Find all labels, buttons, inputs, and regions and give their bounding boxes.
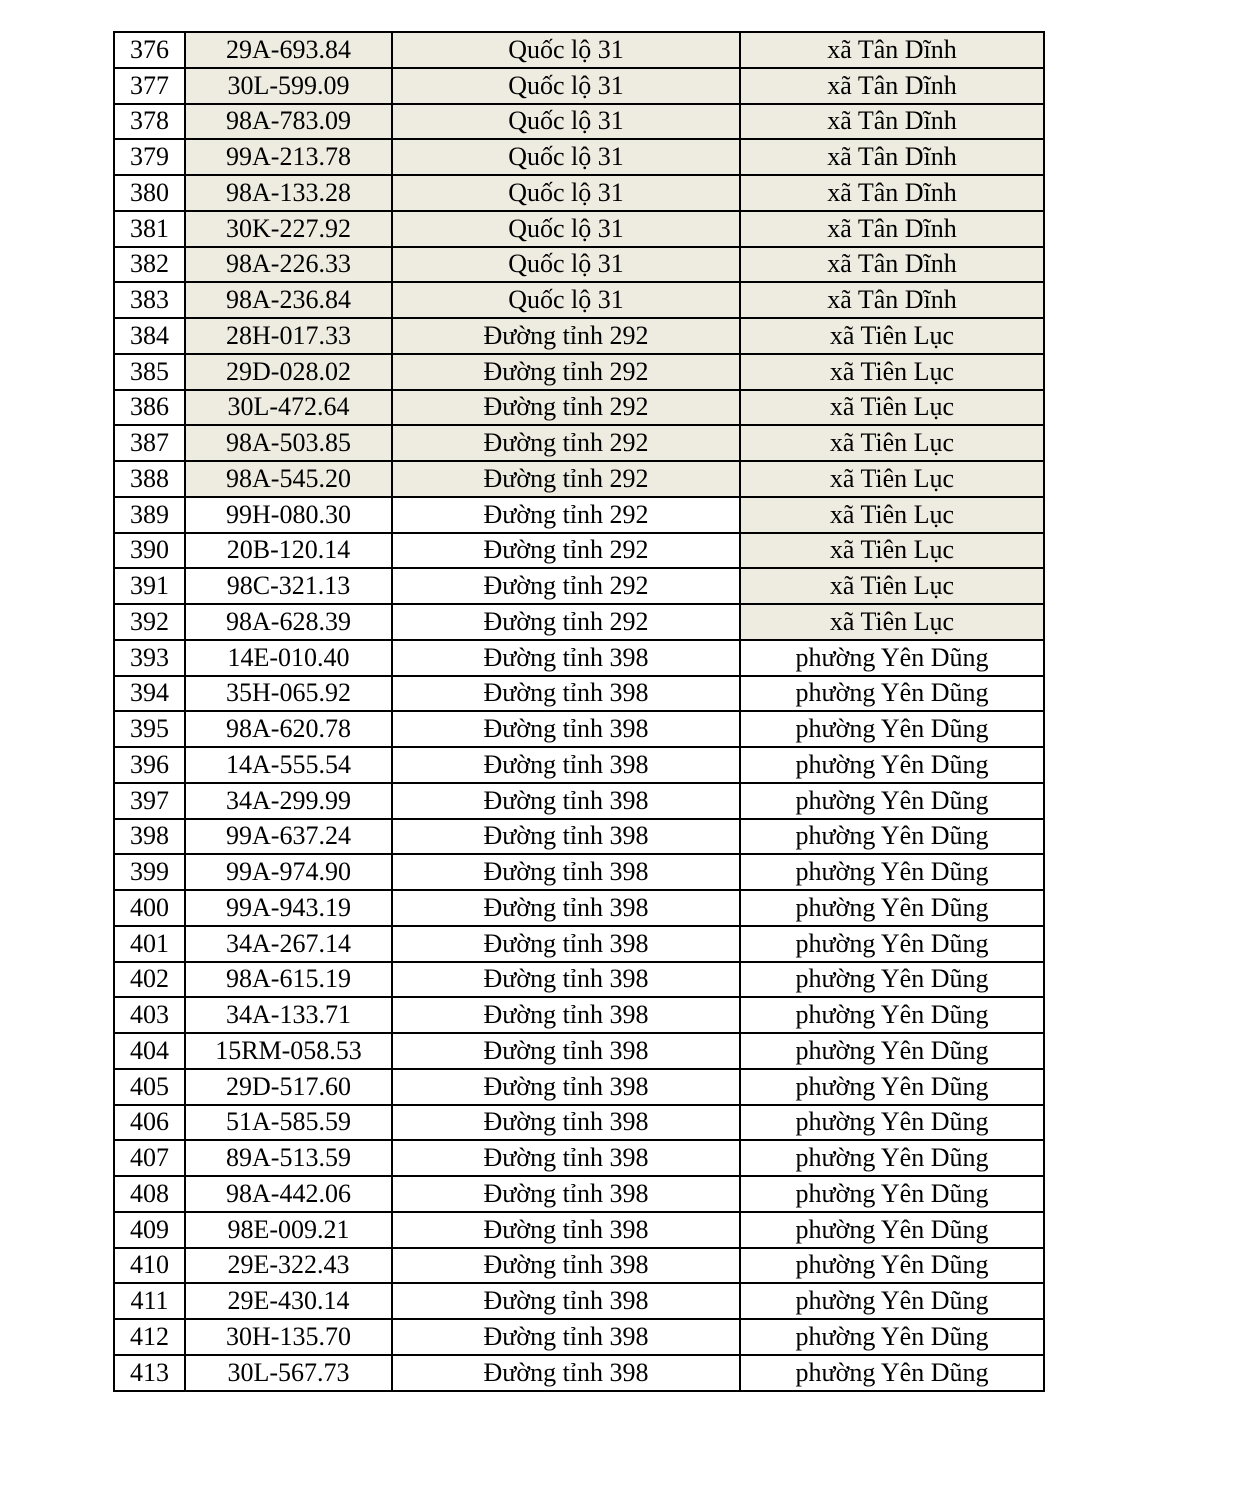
table-row [114,354,1044,390]
license-plate-cell: 34A-133.71 [185,997,392,1033]
road-cell: Đường tỉnh 292 [392,497,740,533]
road-cell: Đường tỉnh 398 [392,997,740,1033]
license-plate-cell: 30K-227.92 [185,211,392,247]
table-row [114,104,1044,140]
row-number-cell: 380 [114,175,185,211]
road-cell: Quốc lộ 31 [392,139,740,175]
road-cell: Đường tỉnh 398 [392,1176,740,1212]
table-row [114,926,1044,962]
table-row [114,962,1044,998]
row-number-cell: 398 [114,819,185,855]
row-number-cell: 413 [114,1355,185,1391]
row-number-cell: 386 [114,390,185,426]
ward-cell: phường Yên Dũng [740,640,1044,676]
table-row [114,139,1044,175]
license-plate-cell: 99A-943.19 [185,890,392,926]
table-row [114,1069,1044,1105]
ward-cell: phường Yên Dũng [740,1140,1044,1176]
license-plate-cell: 98A-545.20 [185,461,392,497]
row-number-cell: 388 [114,461,185,497]
road-cell: Đường tỉnh 398 [392,1033,740,1069]
road-cell: Đường tỉnh 292 [392,604,740,640]
road-cell: Đường tỉnh 398 [392,1319,740,1355]
road-cell: Đường tỉnh 398 [392,1283,740,1319]
road-cell: Đường tỉnh 398 [392,711,740,747]
road-cell: Đường tỉnh 292 [392,318,740,354]
license-plate-cell: 98A-442.06 [185,1176,392,1212]
ward-cell: xã Tân Dĩnh [740,68,1044,104]
row-number-cell: 392 [114,604,185,640]
table-row [114,1283,1044,1319]
license-plate-cell: 98A-783.09 [185,104,392,140]
license-plate-cell: 20B-120.14 [185,533,392,569]
ward-cell: xã Tân Dĩnh [740,175,1044,211]
row-number-cell: 410 [114,1248,185,1284]
license-plate-cell: 29D-517.60 [185,1069,392,1105]
ward-cell: phường Yên Dũng [740,676,1044,712]
license-plate-cell: 14E-010.40 [185,640,392,676]
table-row [114,604,1044,640]
row-number-cell: 402 [114,962,185,998]
row-number-cell: 391 [114,568,185,604]
ward-cell: phường Yên Dũng [740,1212,1044,1248]
ward-cell: phường Yên Dũng [740,1355,1044,1391]
row-number-cell: 406 [114,1105,185,1141]
table-row [114,676,1044,712]
road-cell: Đường tỉnh 292 [392,461,740,497]
table-row [114,854,1044,890]
license-plate-cell: 30L-567.73 [185,1355,392,1391]
ward-cell: phường Yên Dũng [740,1033,1044,1069]
ward-cell: xã Tân Dĩnh [740,282,1044,318]
table-row [114,533,1044,569]
ward-cell: phường Yên Dũng [740,1069,1044,1105]
ward-cell: phường Yên Dũng [740,854,1044,890]
road-cell: Đường tỉnh 398 [392,747,740,783]
ward-cell: xã Tiên Lục [740,461,1044,497]
row-number-cell: 393 [114,640,185,676]
road-cell: Đường tỉnh 398 [392,1355,740,1391]
road-cell: Đường tỉnh 398 [392,640,740,676]
row-number-cell: 390 [114,533,185,569]
table-row [114,640,1044,676]
row-number-cell: 401 [114,926,185,962]
row-number-cell: 376 [114,32,185,68]
ward-cell: phường Yên Dũng [740,819,1044,855]
row-number-cell: 407 [114,1140,185,1176]
ward-cell: phường Yên Dũng [740,926,1044,962]
table-row [114,997,1044,1033]
license-plate-cell: 29D-028.02 [185,354,392,390]
license-plate-cell: 28H-017.33 [185,318,392,354]
row-number-cell: 384 [114,318,185,354]
ward-cell: phường Yên Dũng [740,1319,1044,1355]
ward-cell: phường Yên Dũng [740,747,1044,783]
table-row [114,282,1044,318]
table-row [114,1319,1044,1355]
ward-cell: xã Tiên Lục [740,390,1044,426]
road-cell: Đường tỉnh 292 [392,568,740,604]
table-row [114,711,1044,747]
road-cell: Quốc lộ 31 [392,68,740,104]
license-plate-cell: 29E-430.14 [185,1283,392,1319]
ward-cell: xã Tân Dĩnh [740,32,1044,68]
road-cell: Đường tỉnh 292 [392,533,740,569]
road-cell: Đường tỉnh 398 [392,854,740,890]
road-cell: Đường tỉnh 292 [392,425,740,461]
table-row [114,1140,1044,1176]
license-plate-cell: 98C-321.13 [185,568,392,604]
table-row [114,425,1044,461]
road-cell: Đường tỉnh 398 [392,819,740,855]
license-plate-cell: 14A-555.54 [185,747,392,783]
road-cell: Đường tỉnh 292 [392,354,740,390]
ward-cell: phường Yên Dũng [740,1105,1044,1141]
row-number-cell: 385 [114,354,185,390]
license-plate-cell: 99A-637.24 [185,819,392,855]
license-plate-cell: 98A-503.85 [185,425,392,461]
road-cell: Đường tỉnh 292 [392,390,740,426]
violations-table [113,31,1045,1392]
license-plate-cell: 99A-213.78 [185,139,392,175]
table-row [114,1176,1044,1212]
license-plate-cell: 98A-620.78 [185,711,392,747]
row-number-cell: 383 [114,282,185,318]
table-row [114,747,1044,783]
table-row [114,1355,1044,1391]
ward-cell: phường Yên Dũng [740,783,1044,819]
ward-cell: phường Yên Dũng [740,1176,1044,1212]
ward-cell: phường Yên Dũng [740,1283,1044,1319]
license-plate-cell: 34A-267.14 [185,926,392,962]
table-row [114,247,1044,283]
row-number-cell: 382 [114,247,185,283]
row-number-cell: 412 [114,1319,185,1355]
ward-cell: xã Tiên Lục [740,425,1044,461]
license-plate-cell: 89A-513.59 [185,1140,392,1176]
table-row [114,568,1044,604]
license-plate-cell: 29A-693.84 [185,32,392,68]
row-number-cell: 387 [114,425,185,461]
ward-cell: phường Yên Dũng [740,1248,1044,1284]
table-row [114,1212,1044,1248]
road-cell: Đường tỉnh 398 [392,1105,740,1141]
row-number-cell: 379 [114,139,185,175]
license-plate-cell: 30H-135.70 [185,1319,392,1355]
license-plate-cell: 98A-628.39 [185,604,392,640]
row-number-cell: 378 [114,104,185,140]
ward-cell: phường Yên Dũng [740,962,1044,998]
table-row [114,318,1044,354]
road-cell: Đường tỉnh 398 [392,1069,740,1105]
row-number-cell: 400 [114,890,185,926]
license-plate-cell: 98E-009.21 [185,1212,392,1248]
table-row [114,68,1044,104]
row-number-cell: 397 [114,783,185,819]
table-row [114,461,1044,497]
ward-cell: xã Tiên Lục [740,568,1044,604]
license-plate-cell: 98A-226.33 [185,247,392,283]
ward-cell: phường Yên Dũng [740,711,1044,747]
ward-cell: xã Tiên Lục [740,533,1044,569]
license-plate-cell: 15RM-058.53 [185,1033,392,1069]
row-number-cell: 377 [114,68,185,104]
row-number-cell: 404 [114,1033,185,1069]
violations-table-body [114,32,1044,1391]
row-number-cell: 411 [114,1283,185,1319]
row-number-cell: 394 [114,676,185,712]
road-cell: Đường tỉnh 398 [392,783,740,819]
ward-cell: xã Tiên Lục [740,497,1044,533]
ward-cell: xã Tiên Lục [740,354,1044,390]
license-plate-cell: 30L-599.09 [185,68,392,104]
ward-cell: xã Tân Dĩnh [740,211,1044,247]
table-row [114,1105,1044,1141]
table-row [114,819,1044,855]
license-plate-cell: 30L-472.64 [185,390,392,426]
ward-cell: xã Tiên Lục [740,318,1044,354]
road-cell: Quốc lộ 31 [392,32,740,68]
row-number-cell: 399 [114,854,185,890]
license-plate-cell: 51A-585.59 [185,1105,392,1141]
license-plate-cell: 29E-322.43 [185,1248,392,1284]
license-plate-cell: 99A-974.90 [185,854,392,890]
table-row [114,890,1044,926]
road-cell: Quốc lộ 31 [392,211,740,247]
road-cell: Quốc lộ 31 [392,175,740,211]
table-row [114,1033,1044,1069]
road-cell: Đường tỉnh 398 [392,962,740,998]
table-row [114,783,1044,819]
license-plate-cell: 34A-299.99 [185,783,392,819]
ward-cell: xã Tân Dĩnh [740,247,1044,283]
table-row [114,211,1044,247]
road-cell: Đường tỉnh 398 [392,1140,740,1176]
row-number-cell: 403 [114,997,185,1033]
ward-cell: phường Yên Dũng [740,890,1044,926]
road-cell: Đường tỉnh 398 [392,676,740,712]
license-plate-cell: 99H-080.30 [185,497,392,533]
license-plate-cell: 35H-065.92 [185,676,392,712]
road-cell: Đường tỉnh 398 [392,890,740,926]
table-row [114,497,1044,533]
road-cell: Quốc lộ 31 [392,282,740,318]
ward-cell: phường Yên Dũng [740,997,1044,1033]
row-number-cell: 408 [114,1176,185,1212]
row-number-cell: 389 [114,497,185,533]
road-cell: Quốc lộ 31 [392,104,740,140]
row-number-cell: 396 [114,747,185,783]
road-cell: Đường tỉnh 398 [392,1212,740,1248]
row-number-cell: 405 [114,1069,185,1105]
ward-cell: xã Tân Dĩnh [740,139,1044,175]
row-number-cell: 395 [114,711,185,747]
table-row [114,1248,1044,1284]
row-number-cell: 381 [114,211,185,247]
row-number-cell: 409 [114,1212,185,1248]
road-cell: Quốc lộ 31 [392,247,740,283]
ward-cell: xã Tân Dĩnh [740,104,1044,140]
license-plate-cell: 98A-236.84 [185,282,392,318]
road-cell: Đường tỉnh 398 [392,926,740,962]
license-plate-cell: 98A-615.19 [185,962,392,998]
road-cell: Đường tỉnh 398 [392,1248,740,1284]
license-plate-cell: 98A-133.28 [185,175,392,211]
table-row [114,32,1044,68]
table-row [114,175,1044,211]
ward-cell: xã Tiên Lục [740,604,1044,640]
table-row [114,390,1044,426]
